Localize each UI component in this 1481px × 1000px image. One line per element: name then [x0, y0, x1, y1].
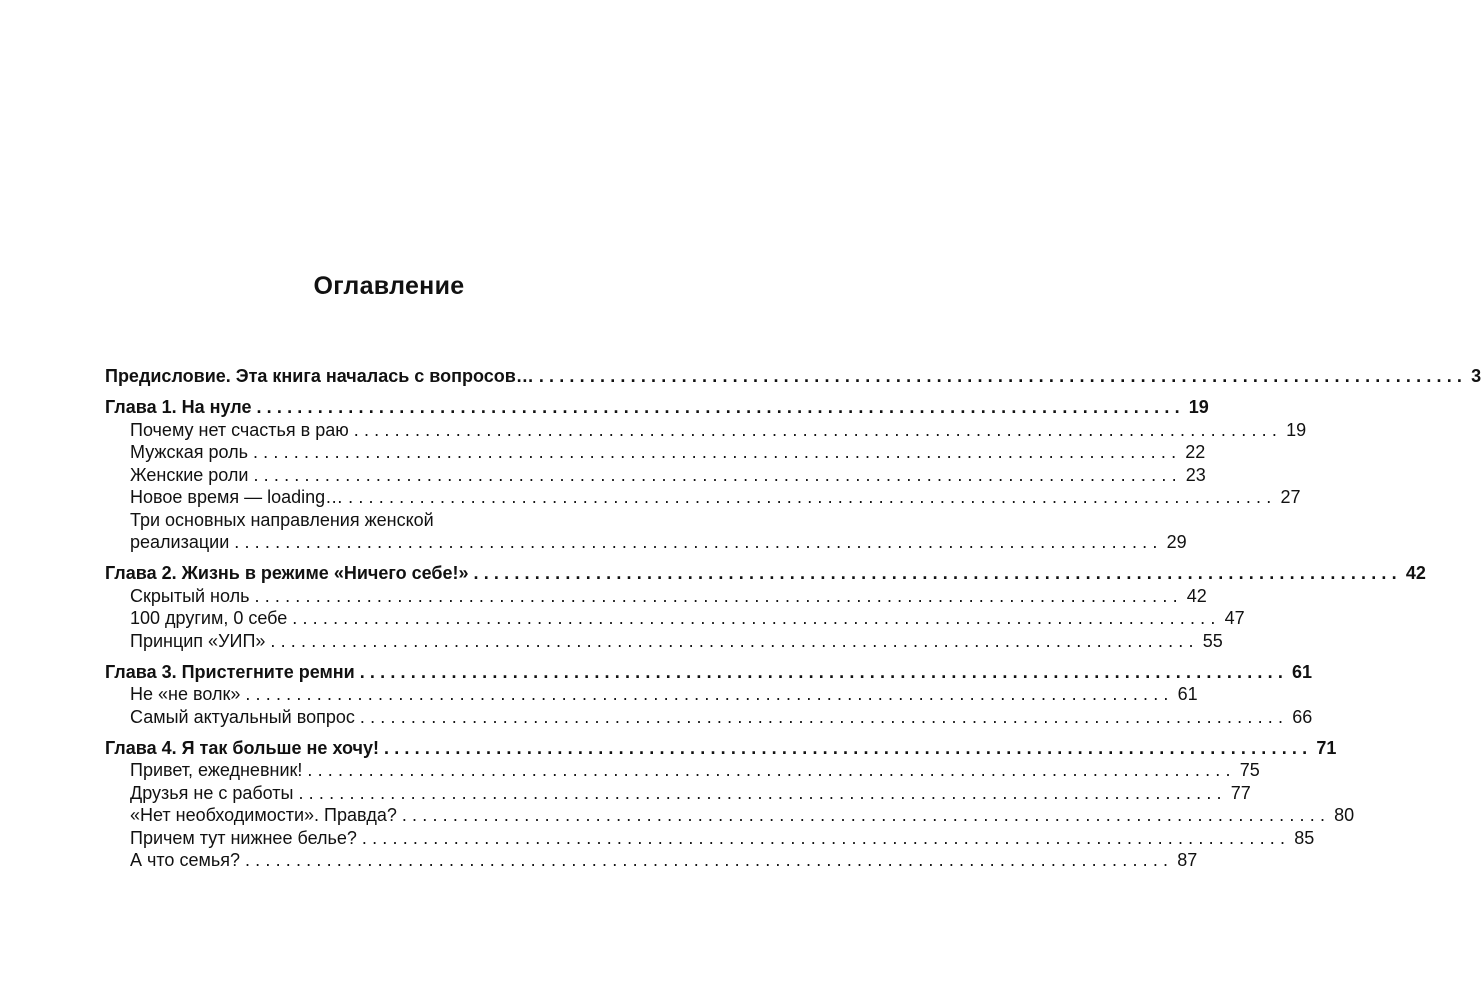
- toc-page-number: 61: [1292, 661, 1313, 682]
- toc-dot-leader: ...........................................................................................: [473, 563, 1402, 583]
- toc-section-entry: [105, 464, 1206, 487]
- toc-entry-label: Причем тут нижнее белье?: [130, 827, 357, 848]
- toc-section-entry: [105, 706, 1313, 729]
- toc-dot-leader: ...........................................................................................: [348, 487, 1277, 507]
- toc-dot-leader: ...........................................................................................: [245, 684, 1174, 704]
- toc-dot-leader: ...........................................................................................: [298, 782, 1227, 803]
- toc-dot-leader: ...........................................................................................: [538, 366, 1468, 386]
- toc-dot-leader: ...........................................................................................: [359, 661, 1289, 682]
- toc-dot-leader: ...........................................................................................: [234, 532, 1163, 552]
- toc-section-entry: [105, 607, 1245, 630]
- toc-page-number: 19: [1286, 419, 1307, 440]
- toc-entry-label: Друзья не с работы: [130, 782, 294, 803]
- toc-dot-leader: ...........................................................................................: [253, 464, 1182, 485]
- toc-page-number: 75: [1239, 760, 1260, 780]
- toc-section-entry: [105, 849, 1198, 872]
- toc-entry-label: Глава 2. Жизнь в режиме «Ничего себе!»: [105, 563, 469, 583]
- toc-entry-label: Предисловие. Эта книга началась с вопросов…: [105, 366, 534, 386]
- toc-chapter-entry: [105, 737, 1337, 760]
- toc-page-number: 23: [1185, 464, 1206, 485]
- toc-dot-leader: ...........................................................................................: [254, 585, 1183, 606]
- toc-dot-leader: ...........................................................................................: [359, 706, 1289, 727]
- toc-entry-label: Глава 1. На нуле: [105, 397, 252, 417]
- toc-entry-label: Самый актуальный вопрос: [130, 706, 355, 727]
- toc-chapter-entry: [105, 661, 1313, 684]
- toc-entry-label: Три основных направления женской: [130, 509, 434, 530]
- page-title: Оглавление: [313, 272, 465, 300]
- toc-section-entry: [105, 486, 1301, 509]
- toc-chapter-entry: [105, 396, 1209, 419]
- toc-entry-label: Мужская роль: [130, 442, 248, 462]
- table-of-contents: [105, 365, 1481, 872]
- toc-entry-label: реализации: [130, 532, 230, 552]
- toc-chapter-entry: [105, 562, 1426, 585]
- toc-entry-label: «Нет необходимости». Правда?: [130, 805, 397, 825]
- toc-section-entry: [105, 630, 1223, 653]
- toc-section-entry: [105, 585, 1207, 608]
- toc-entry-label: Новое время — loading…: [130, 487, 344, 507]
- toc-page-number: 85: [1294, 827, 1315, 848]
- toc-page-number: 47: [1224, 608, 1245, 628]
- toc-entry-label: Почему нет счастья в раю: [130, 419, 349, 440]
- toc-entry-label: Привет, ежедневник!: [130, 760, 303, 780]
- toc-entry-label: 100 другим, 0 себе: [130, 608, 288, 628]
- toc-page-number: 66: [1292, 706, 1313, 727]
- toc-dot-leader: ...........................................................................................: [353, 419, 1283, 440]
- toc-dot-leader: ...........................................................................................: [292, 608, 1221, 628]
- toc-dot-leader: ...........................................................................................: [252, 442, 1182, 462]
- toc-section-entry: [105, 509, 670, 532]
- toc-entry-label: Скрытый ноль: [130, 585, 250, 606]
- toc-page-number: 55: [1202, 630, 1223, 651]
- toc-section-entry: [105, 759, 1260, 782]
- toc-section-entry: [105, 441, 1206, 464]
- toc-dot-leader: ...........................................................................................: [384, 737, 1313, 758]
- toc-entry-label: Глава 4. Я так больше не хочу!: [105, 737, 380, 758]
- toc-entry-label: Не «не волк»: [130, 684, 241, 704]
- toc-section-entry: [105, 827, 1315, 850]
- toc-page-number: 19: [1188, 397, 1209, 417]
- toc-chapter-entry: [105, 365, 1481, 388]
- toc-dot-leader: ...........................................................................................: [244, 850, 1174, 870]
- toc-dot-leader: ...........................................................................................: [361, 827, 1291, 848]
- toc-page-number: 71: [1316, 737, 1337, 758]
- toc-dot-leader: ...........................................................................................: [270, 630, 1199, 651]
- toc-section-entry: [105, 419, 1307, 442]
- toc-page-number: 22: [1185, 442, 1206, 462]
- toc-page-number: 42: [1186, 585, 1207, 606]
- toc-dot-leader: ...........................................................................................: [256, 397, 1185, 417]
- toc-entry-label: А что семья?: [130, 850, 240, 870]
- toc-page-number: 3: [1471, 366, 1481, 386]
- toc-dot-leader: ...........................................................................................: [307, 760, 1236, 780]
- toc-section-entry: [105, 683, 1198, 706]
- toc-entry-label: Женские роли: [130, 464, 249, 485]
- toc-page-number: 42: [1405, 563, 1426, 583]
- toc-section-entry: [105, 531, 1187, 554]
- toc-section-entry: [105, 782, 1251, 805]
- toc-section-entry: [105, 804, 1355, 827]
- toc-page-number: 77: [1230, 782, 1251, 803]
- toc-dot-leader: ...........................................................................................: [401, 805, 1331, 825]
- toc-page-number: 61: [1177, 684, 1198, 704]
- toc-entry-label: Принцип «УИП»: [130, 630, 266, 651]
- toc-page-number: 29: [1166, 532, 1187, 552]
- toc-page-number: 87: [1177, 850, 1198, 870]
- toc-entry-label: Глава 3. Пристегните ремни: [105, 661, 355, 682]
- toc-page-number: 27: [1280, 487, 1301, 507]
- toc-page-number: 80: [1334, 805, 1355, 825]
